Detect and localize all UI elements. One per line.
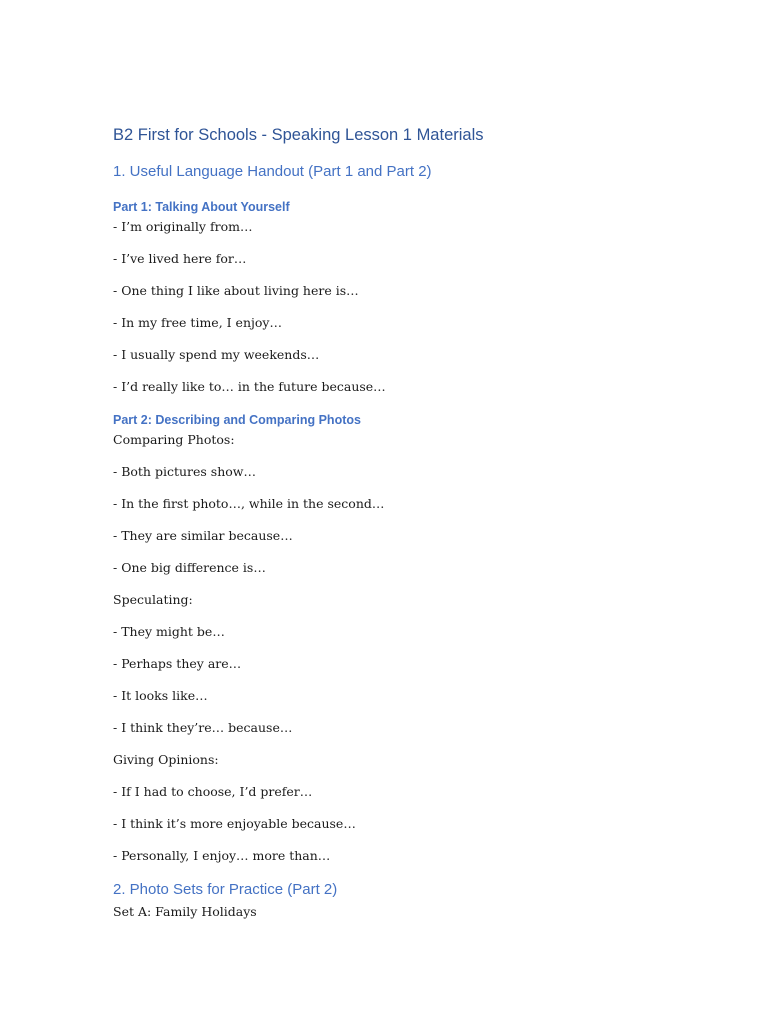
speculating-line: - They might be… [113, 624, 225, 639]
part-1-line: - One thing I like about living here is… [113, 283, 359, 298]
part-1-line: - I’d really like to… in the future because… [113, 379, 386, 394]
giving-opinions-label: Giving Opinions: [113, 752, 219, 767]
document-title: B2 First for Schools - Speaking Lesson 1 Materials [113, 126, 484, 144]
comparing-line: - In the first photo…, while in the second… [113, 496, 385, 511]
opinion-line: - Personally, I enjoy… more than… [113, 848, 331, 863]
part-2-heading: Part 2: Describing and Comparing Photos [113, 413, 361, 427]
comparing-photos-label: Comparing Photos: [113, 432, 235, 447]
part-1-heading: Part 1: Talking About Yourself [113, 200, 290, 214]
speculating-label: Speculating: [113, 592, 193, 607]
part-1-line: - I’m originally from… [113, 219, 253, 234]
speculating-line: - I think they’re… because… [113, 720, 293, 735]
section-1-heading: 1. Useful Language Handout (Part 1 and Part 2) [113, 163, 432, 180]
opinion-line: - If I had to choose, I’d prefer… [113, 784, 313, 799]
set-a-label: Set A: Family Holidays [113, 904, 257, 919]
part-1-line: - In my free time, I enjoy… [113, 315, 282, 330]
part-1-line: - I usually spend my weekends… [113, 347, 320, 362]
speculating-line: - Perhaps they are… [113, 656, 242, 671]
part-1-line: - I’ve lived here for… [113, 251, 247, 266]
speculating-line: - It looks like… [113, 688, 208, 703]
comparing-line: - They are similar because… [113, 528, 293, 543]
comparing-line: - Both pictures show… [113, 464, 256, 479]
opinion-line: - I think it’s more enjoyable because… [113, 816, 356, 831]
comparing-line: - One big difference is… [113, 560, 266, 575]
section-2-heading: 2. Photo Sets for Practice (Part 2) [113, 881, 338, 898]
